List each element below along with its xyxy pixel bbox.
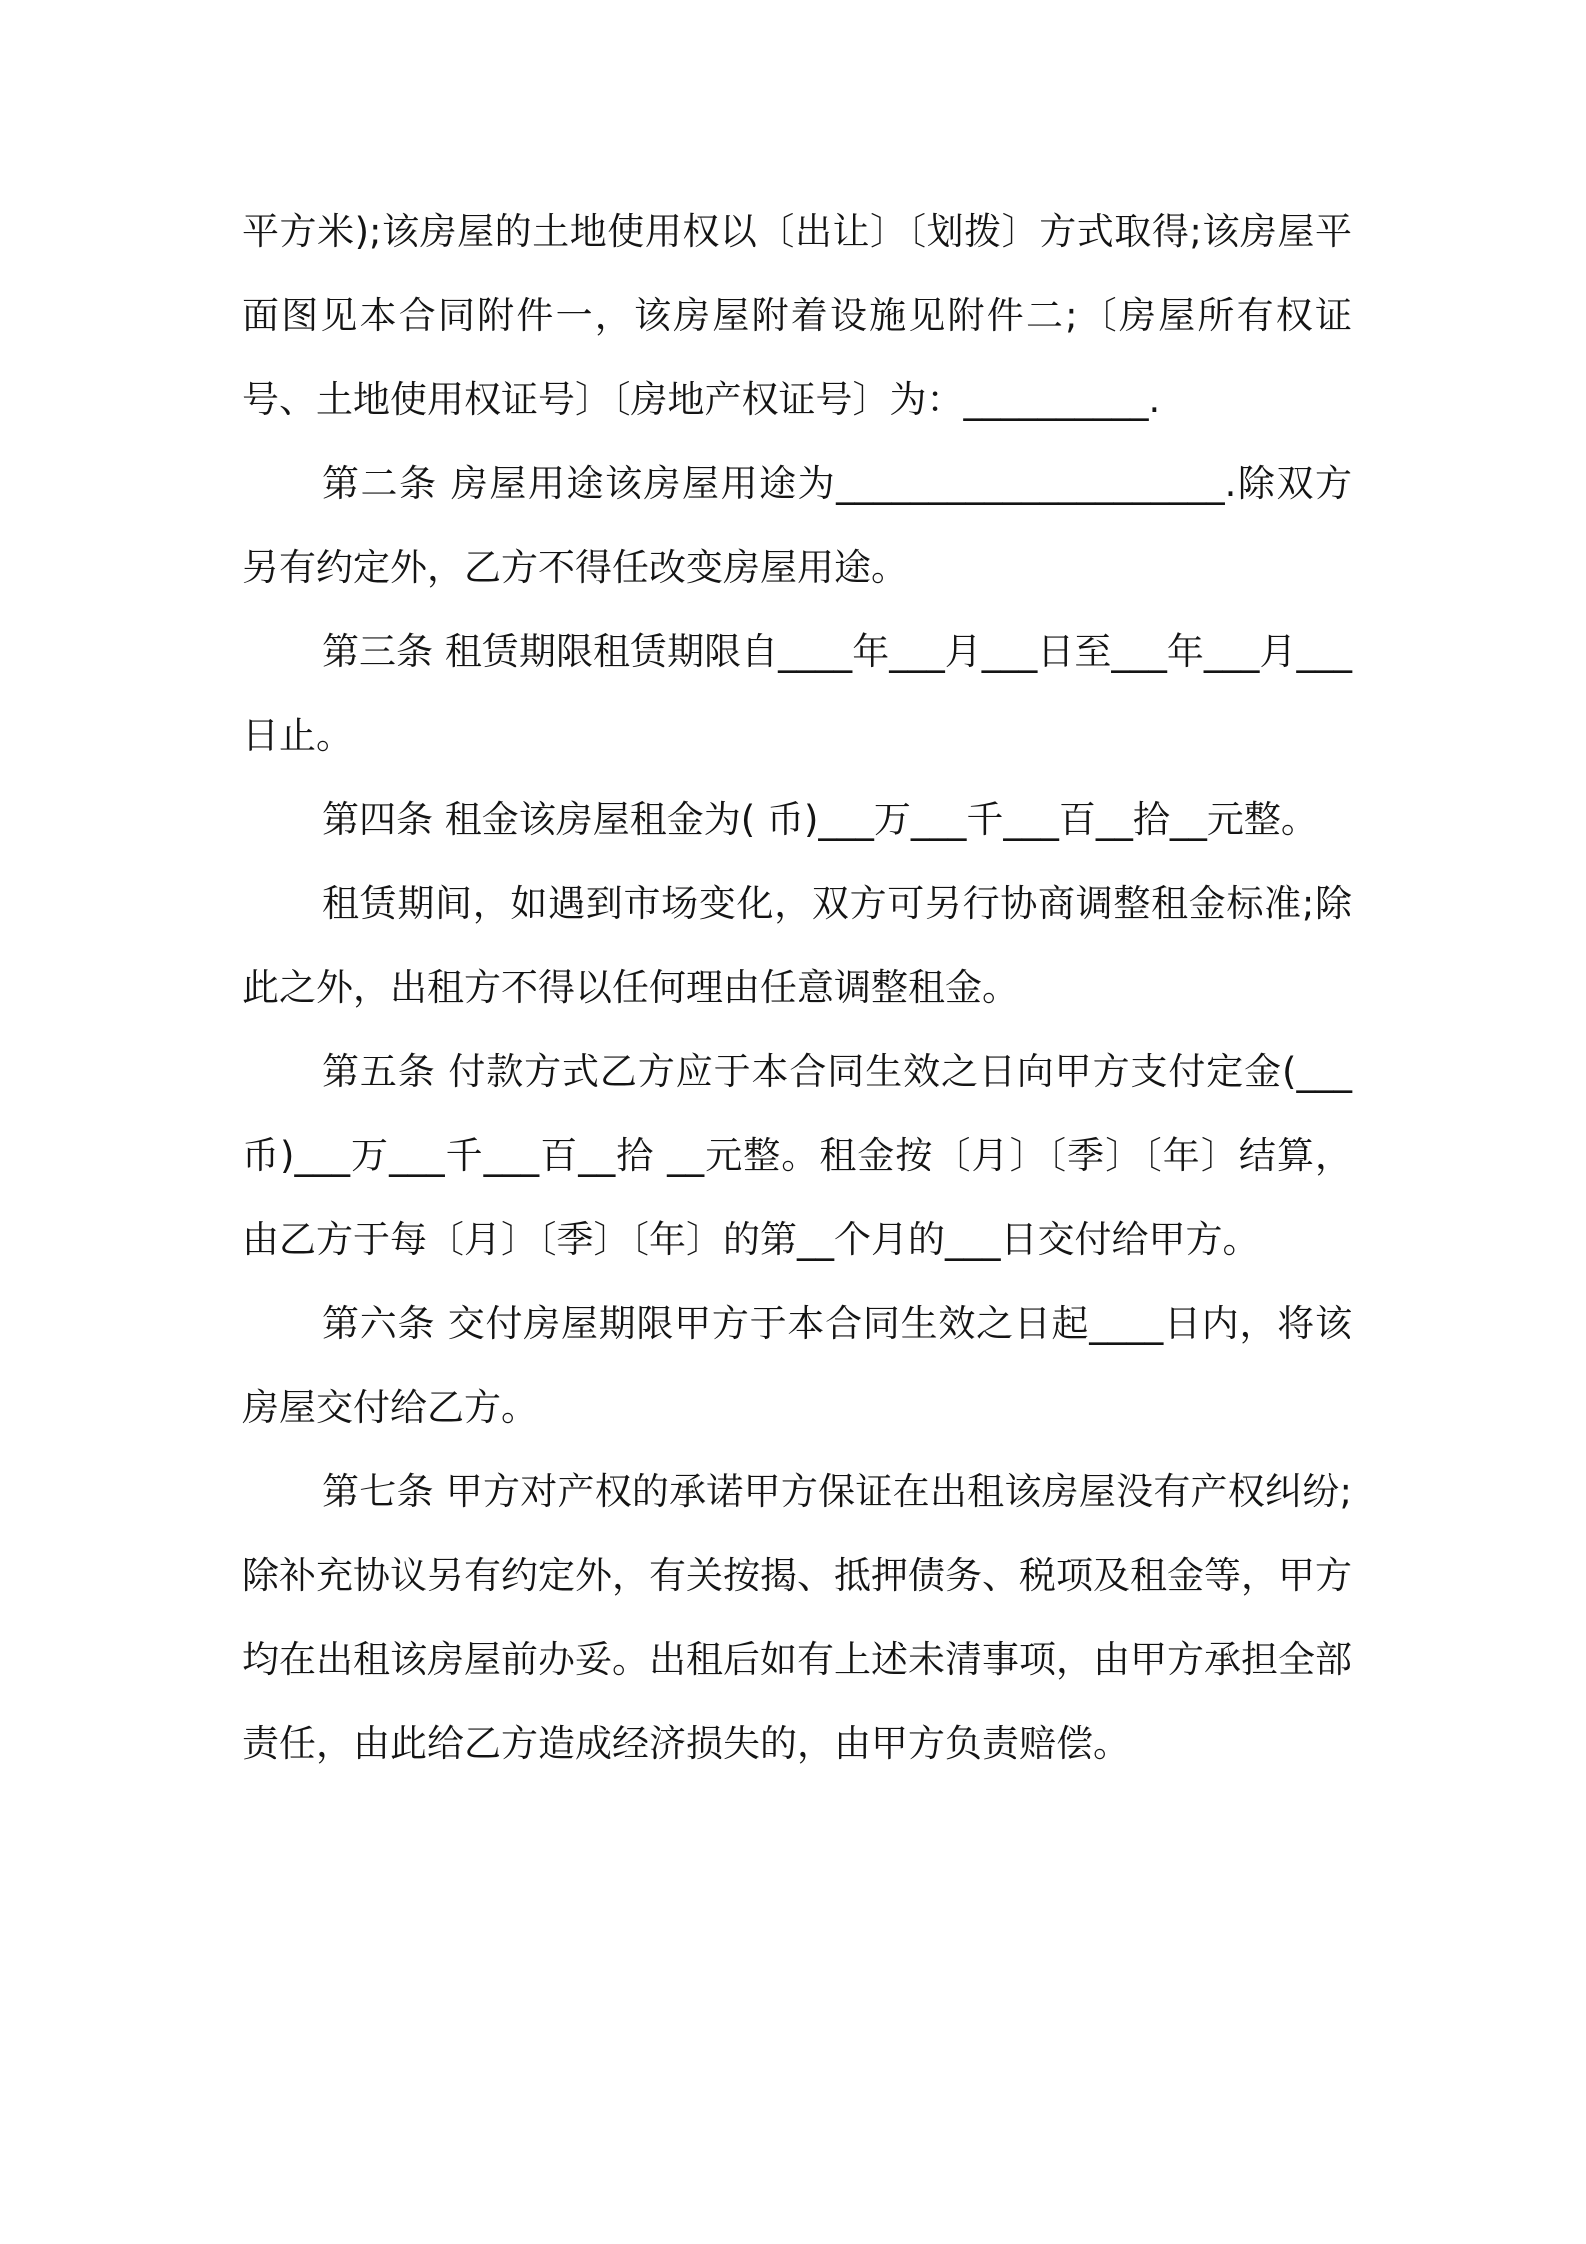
paragraph-article-3-term: 第三条 租赁期限租赁期限自____年___月___日至___年___月___日止。 [242, 630, 1352, 757]
document-body [242, 190, 1352, 1786]
paragraph-article-4-rent: 第四条 租金该房屋租金为( 币)___万___千___百__拾__元整。 [322, 798, 1318, 841]
paragraph-article-7-title-guarantee: 第七条 甲方对产权的承诺甲方保证在出租该房屋没有产权纠纷;除补充协议另有约定外，有关按揭、抵押债务、税项及租金等，甲方均在出租该房屋前办妥。出租后如有上述未清事项，由甲方承担全部责任，由此给乙方造成经济损失的，由甲方负责赔偿。 [242, 1470, 1352, 1765]
paragraph-article-2-usage: 第二条 房屋用途该房屋用途为_____________________.除双方另有约定外，乙方不得任改变房屋用途。 [242, 462, 1352, 589]
paragraph-property-details: 平方米);该房屋的土地使用权以〔出让〕〔划拨〕方式取得;该房屋平面图见本合同附件一，该房屋附着设施见附件二;〔房屋所有权证号、土地使用权证号〕〔房地产权证号〕为：__________. [242, 210, 1352, 421]
paragraph-article-5-payment: 第五条 付款方式乙方应于本合同生效之日向甲方支付定金(___币)___万___千___百__拾 __元整。租金按〔月〕〔季〕〔年〕结算，由乙方于每〔月〕〔季〕〔年〕的第__个月的___日交付给甲方。 [242, 1050, 1352, 1261]
paragraph-article-6-delivery: 第六条 交付房屋期限甲方于本合同生效之日起____日内，将该房屋交付给乙方。 [242, 1302, 1352, 1429]
paragraph-rent-adjustment: 租赁期间，如遇到市场变化，双方可另行协商调整租金标准;除此之外，出租方不得以任何理由任意调整租金。 [242, 882, 1352, 1009]
